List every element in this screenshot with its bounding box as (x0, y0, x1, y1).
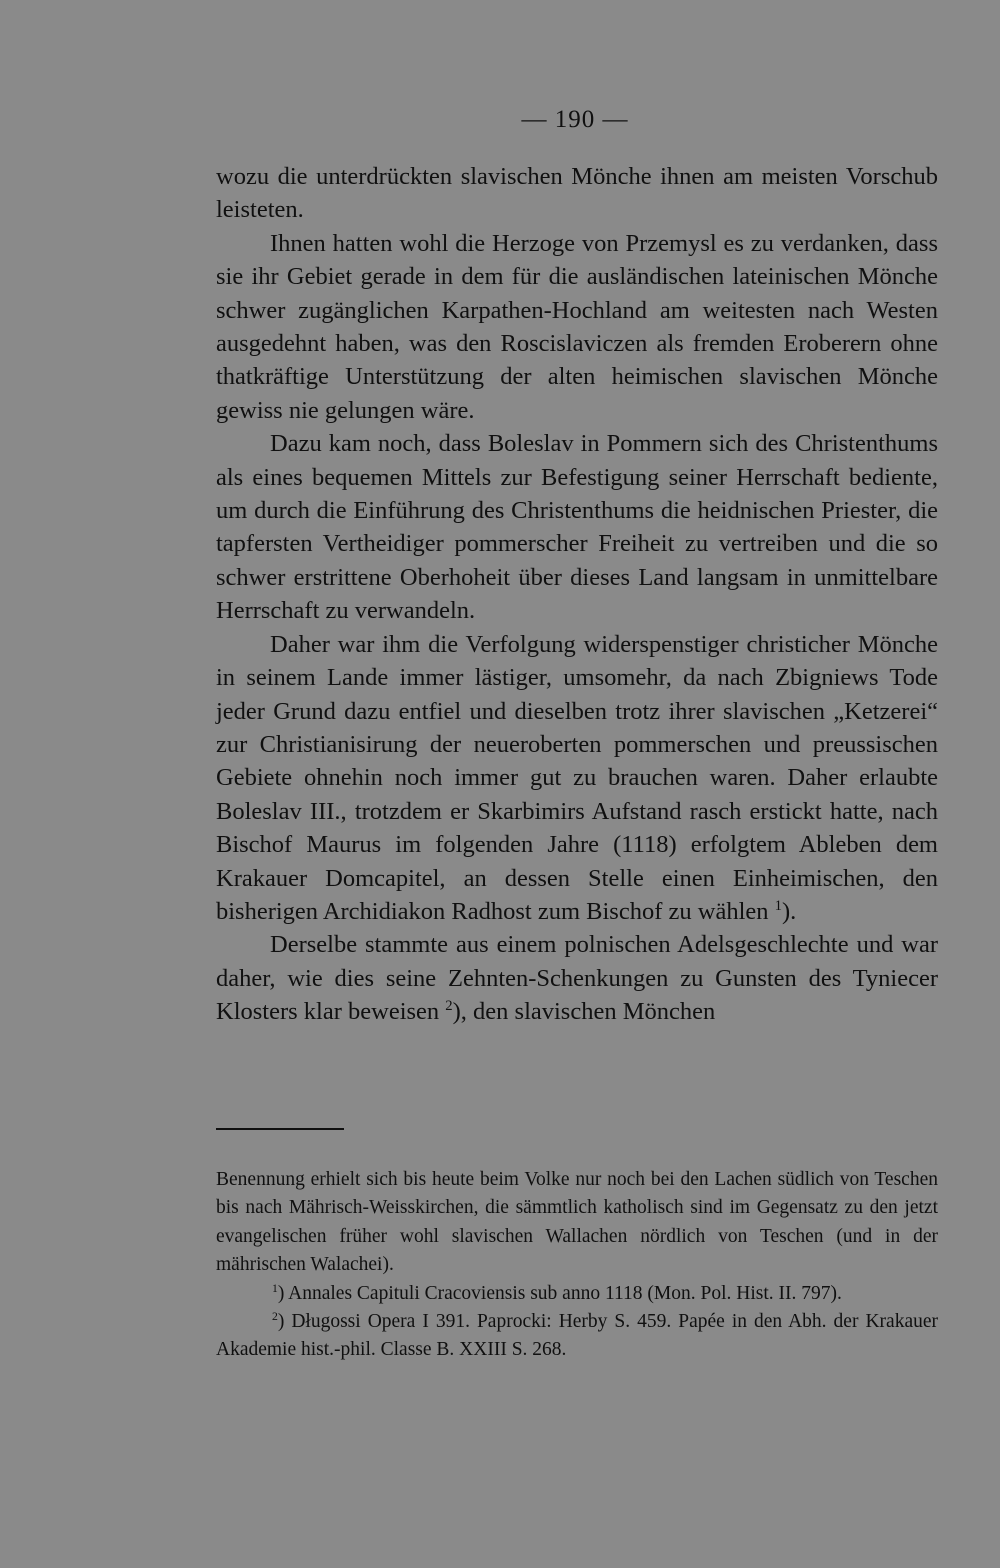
paragraph (216, 628, 938, 929)
footnote-text: ) Annales Capituli Cracoviensis sub anno 1118 (Mon. Pol. Hist. II. 797). (277, 1282, 842, 1304)
paragraph-text-end: ). (781, 897, 797, 925)
footnote-marker: 1 (272, 1281, 278, 1295)
main-text (216, 160, 938, 1029)
paragraph-text: Derselbe stammte aus einem polnischen Adelsgeschlechte und war daher, wie dies seine Zehnten-Schenkungen zu Gunsten des Tyniecer Klosters klar beweisen (216, 931, 938, 1026)
footnote-text: ) Długossi Opera I 391. Paprocki: Herby S. 459. Papée in den Abh. der Krakauer Akademie hist.-phil. Classe B. XXIII S. 268. (216, 1311, 938, 1361)
footnote (216, 1280, 938, 1308)
footnote (216, 1308, 938, 1365)
footnote-marker: 2 (272, 1310, 278, 1324)
paragraph: Dazu kam noch, dass Boleslav in Pommern sich des Christenthums als eines bequemen Mittels zur Befestigung seiner Herrschaft bediente, um durch die Einführung des Christenthums die heidnischen Priester, die tapfersten Vertheidiger pommerscher Freiheit zu vertreiben und die so schwer erstrittene Oberhoheit über dieses Land langsam in unmittelbare Herrschaft zu verwandeln. (216, 430, 938, 625)
footnotes (216, 1166, 938, 1365)
paragraph-text-end: ), den slavischen Mönchen (452, 998, 716, 1026)
paragraph: Ihnen hatten wohl die Herzoge von Przemysl es zu verdanken, dass sie ihr Gebiet gerade in dem für die ausländischen lateinischen Mönche schwer zugänglichen Karpathen-Hochland am weitesten nach Westen ausgedehnt haben, was den Roscislaviczen als fremden Eroberern ohne thatkräftige Unterstützung der alten heimischen slavischen Mönche gewiss nie gelungen wäre. (216, 229, 938, 424)
footnote-rule (216, 1128, 344, 1130)
page-number: — 190 — (521, 106, 629, 133)
paragraph (216, 928, 938, 1028)
paragraph: wozu die unterdrückten slavischen Mönche ihnen am meisten Vorschub leisteten. (216, 163, 938, 224)
paragraph-text: Daher war ihm die Verfolgung widerspenstiger christicher Mönche in seinem Lande immer lästiger, umsomehr, da nach Zbigniews Tode jeder Grund dazu entfiel und dieselben trotz ihrer slavischen „Ketzerei“ zur Christianisirung der neueroberten pommerschen und preussischen Gebiete ohnehin noch immer gut zu brauchen waren. Daher erlaubte Boleslav III., trotzdem er Skarbimirs Aufstand rasch erstickt hatte, nach Bischof Maurus im folgenden Jahre (1118) erfolgtem Ableben dem Krakauer Domcapitel, an dessen Stelle einen Einheimischen, den bisherigen Archidiakon Radhost zum Bischof zu wählen (216, 630, 938, 925)
footnote-ref: 2 (445, 998, 453, 1015)
footnote-continuation: Benennung erhielt sich bis heute beim Volke nur noch bei den Lachen südlich von Teschen bis nach Mährisch-Weisskirchen, die sämmtlich katholisch sind im Gegensatz zu den jetzt evangelischen früher wohl slavischen Wallachen nördlich von Teschen (und in der mährischen Walachei). (216, 1169, 938, 1276)
footnote-ref: 1 (774, 898, 782, 915)
